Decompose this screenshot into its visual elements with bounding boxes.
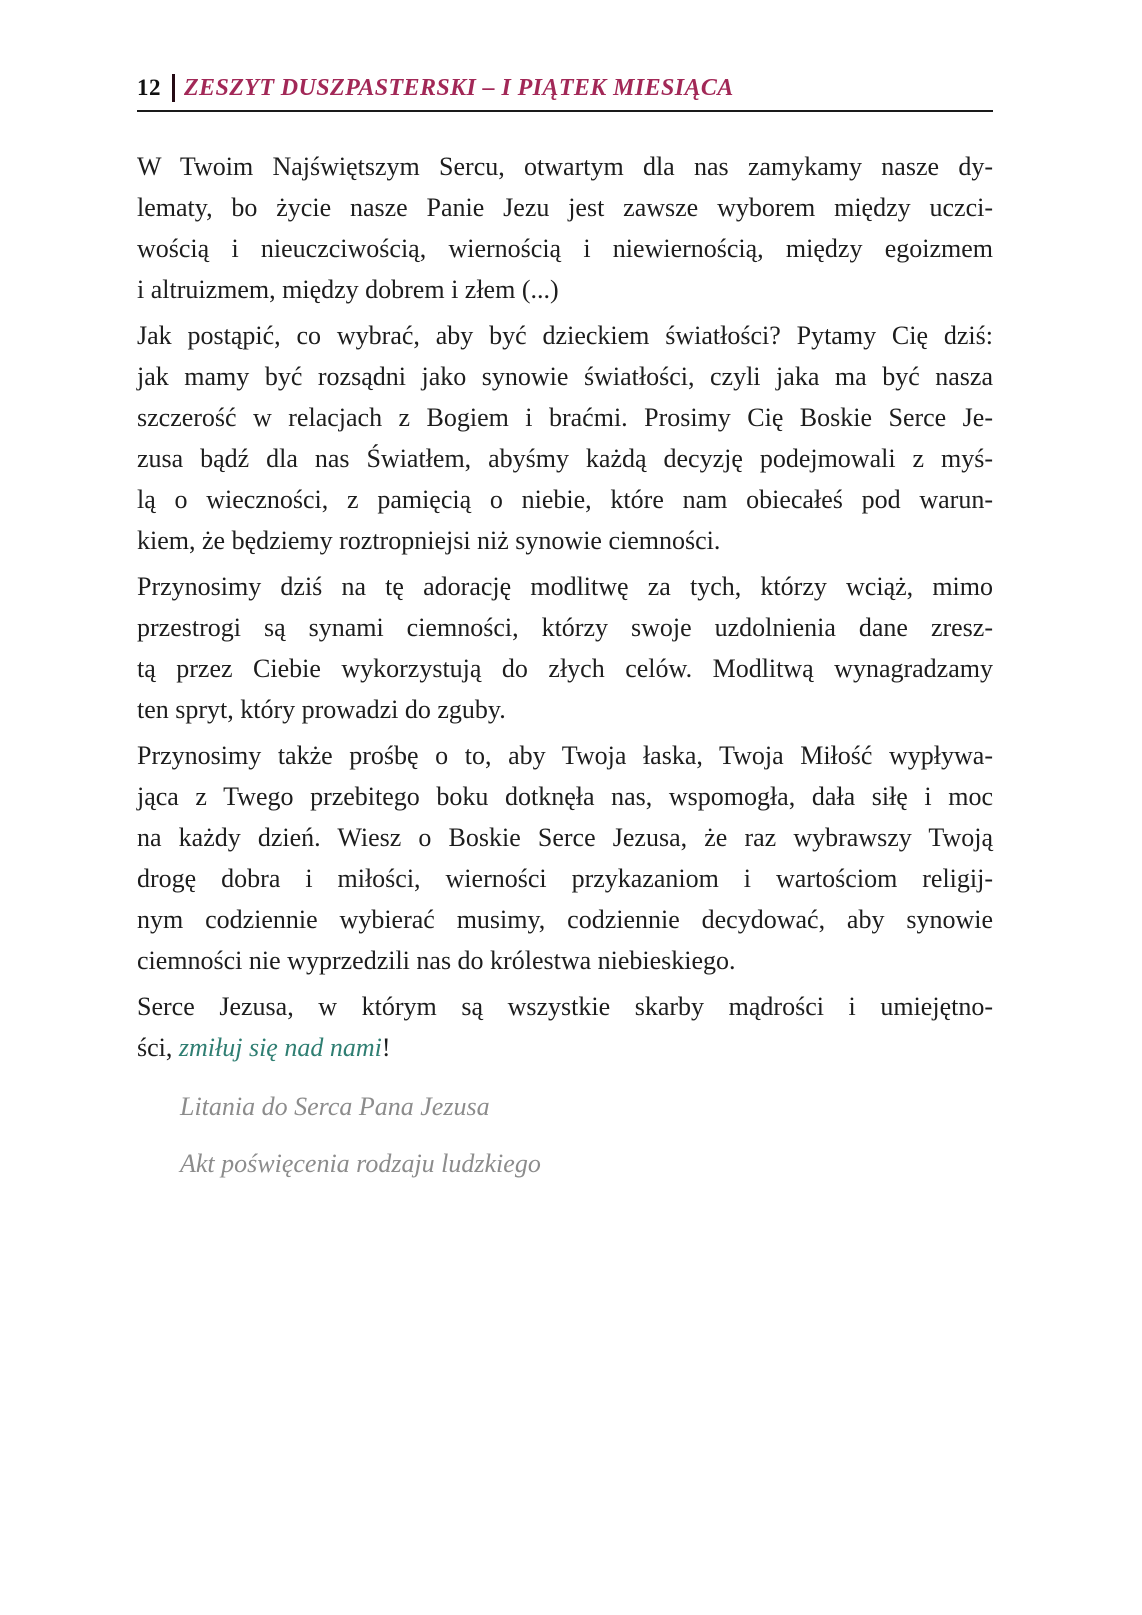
paragraph	[137, 315, 993, 561]
paragraph	[137, 986, 993, 1068]
text-line: nym codziennie wybierać musimy, codziennie decydować, aby synowie	[137, 905, 993, 934]
header-separator-bar	[172, 74, 175, 102]
plain-text: ści,	[137, 1033, 179, 1062]
text-line: i altruizmem, między dobrem i złem (...)	[137, 275, 559, 304]
text-line: ciemności nie wyprzedzili nas do królestwa niebieskiego.	[137, 946, 736, 975]
text-line: zusa bądź dla nas Światłem, abyśmy każdą decyzję podejmowali z myś-	[137, 444, 993, 473]
plain-text: !	[381, 1033, 391, 1062]
text-line: lą o wieczności, z pamięcią o niebie, które nam obiecałeś pod warun-	[137, 485, 993, 514]
text-line: Serce Jezusa, w którym są wszystkie skarby mądrości i umiejętno-	[137, 992, 993, 1021]
paragraphs-container	[137, 146, 993, 1068]
page-number: 12	[137, 75, 161, 100]
text-line: szczerość w relacjach z Bogiem i braćmi. Prosimy Cię Boskie Serce Je-	[137, 403, 993, 432]
text-line	[137, 1027, 993, 1068]
text-line: jak mamy być rozsądni jako synowie światłości, czyli jaka ma być nasza	[137, 362, 993, 391]
text-line: Przynosimy dziś na tę adorację modlitwę za tych, którzy wciąż, mimo	[137, 572, 993, 601]
text-line: Przynosimy także prośbę o to, aby Twoja łaska, Twoja Miłość wypływa-	[137, 741, 993, 770]
header-title: ZESZYT DUSZPASTERSKI – I PIĄTEK MIESIĄCA	[184, 74, 734, 101]
emphasis-text: zmiłuj się nad nami	[178, 1033, 382, 1062]
text-line: Jak postąpić, co wybrać, aby być dzieckiem światłości? Pytamy Cię dziś:	[137, 321, 993, 350]
text-line: W Twoim Najświętszym Sercu, otwartym dla nas zamykamy nasze dy-	[137, 152, 993, 181]
text-line: na każdy dzień. Wiesz o Boskie Serce Jezusa, że raz wybrawszy Twoją	[137, 823, 993, 852]
text-line: kiem, że będziemy roztropniejsi niż synowie ciemności.	[137, 526, 721, 555]
body-text	[137, 146, 993, 1184]
running-header	[137, 74, 993, 112]
reference-title: Akt poświęcenia rodzaju ludzkiego	[180, 1149, 541, 1178]
text-line: wością i nieuczciwością, wiernością i niewiernością, między egoizmem	[137, 234, 993, 263]
references-container	[137, 1086, 993, 1184]
paragraph	[137, 146, 993, 310]
text-line: drogę dobra i miłości, wierności przykazaniom i wartościom religij-	[137, 864, 993, 893]
text-line: jąca z Twego przebitego boku dotknęła nas, wspomogła, dała siłę i moc	[137, 782, 993, 811]
text-line: tą przez Ciebie wykorzystują do złych celów. Modlitwą wynagradzamy	[137, 654, 993, 683]
text-line: przestrogi są synami ciemności, którzy swoje uzdolnienia dane zresz-	[137, 613, 993, 642]
reference-title: Litania do Serca Pana Jezusa	[180, 1092, 490, 1121]
text-line: ten spryt, który prowadzi do zguby.	[137, 695, 506, 724]
paragraph	[137, 735, 993, 981]
paragraph	[137, 566, 993, 730]
text-line: lematy, bo życie nasze Panie Jezu jest zawsze wyborem między uczci-	[137, 193, 993, 222]
